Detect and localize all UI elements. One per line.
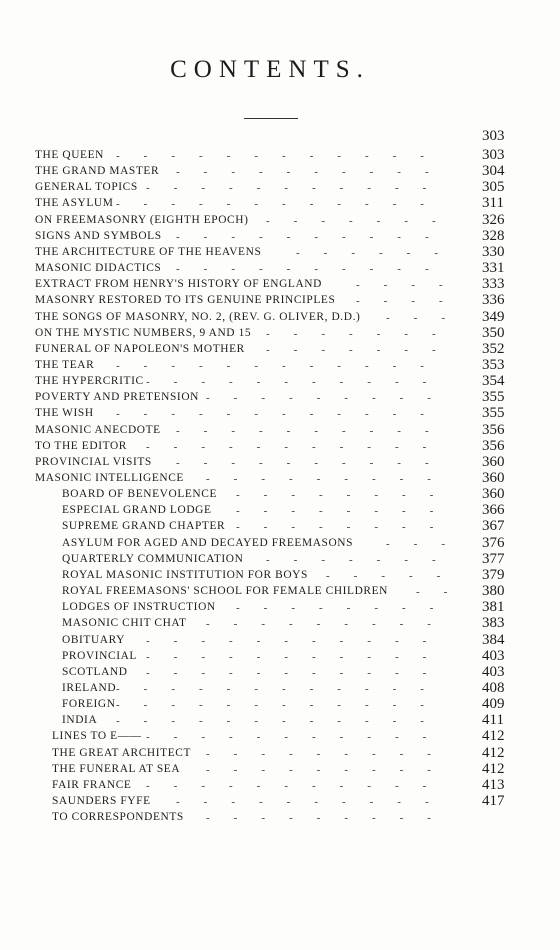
toc-entry xyxy=(0,615,560,631)
toc-entry xyxy=(0,599,560,615)
toc-entry-page: 330 xyxy=(482,243,505,260)
toc-entry-title: IRELAND xyxy=(62,681,117,694)
toc-entry-page: 413 xyxy=(482,776,505,793)
toc-entry xyxy=(0,422,560,438)
toc-entry xyxy=(0,518,560,534)
dot-leader: -- xyxy=(416,586,472,599)
dot-leader: ------- xyxy=(266,553,460,566)
toc-entry-page: 403 xyxy=(482,647,505,664)
toc-entry-page: 412 xyxy=(482,760,505,777)
dot-leader: ----------- xyxy=(146,666,451,679)
toc-entry-page: 353 xyxy=(482,356,505,373)
toc-entry xyxy=(0,761,560,777)
toc-entry-title: GENERAL TOPICS xyxy=(35,181,138,194)
toc-entry-title: SCOTLAND xyxy=(62,665,128,678)
toc-entry-page: 336 xyxy=(482,292,505,309)
dot-leader: ----------- xyxy=(146,182,451,195)
toc-entry-title: SUPREME GRAND CHAPTER xyxy=(62,520,226,533)
toc-entry-title: PROVINCIAL VISITS xyxy=(35,455,152,468)
toc-entry-page: 356 xyxy=(482,421,505,438)
toc-entry xyxy=(0,664,560,680)
toc-entry-page: 352 xyxy=(482,340,505,357)
dot-leader: ------------ xyxy=(116,699,448,712)
toc-entry-title: POVERTY AND PRETENSION xyxy=(35,391,199,404)
toc-entry-title: THE WISH xyxy=(35,407,94,420)
toc-entry xyxy=(0,179,560,195)
toc-entry-page: 384 xyxy=(482,631,505,648)
toc-entry-title: THE TEAR xyxy=(35,358,95,371)
toc-entry-title: TO THE EDITOR xyxy=(35,439,127,452)
toc-entry-page: 411 xyxy=(482,712,504,729)
toc-entry xyxy=(0,777,560,793)
toc-entry xyxy=(0,357,560,373)
toc-entry xyxy=(0,470,560,486)
toc-entry xyxy=(0,195,560,211)
toc-entry-title: BOARD OF BENEVOLENCE xyxy=(62,488,218,501)
dot-leader: --- xyxy=(386,311,469,324)
toc-entry-page: 356 xyxy=(482,437,505,454)
toc-entry xyxy=(0,309,560,325)
toc-entry-title: LODGES OF INSTRUCTION xyxy=(62,601,216,614)
toc-entry-page: 305 xyxy=(482,179,505,196)
dot-leader: --------- xyxy=(206,473,455,485)
toc-entry xyxy=(0,292,560,308)
toc-entry-title: MASONIC ANECDOTE xyxy=(35,423,161,436)
toc-entry-page: 403 xyxy=(482,663,505,680)
dot-leader: ----------- xyxy=(146,779,451,792)
toc-entry-page: 350 xyxy=(482,324,505,341)
dot-leader: ---------- xyxy=(176,230,453,243)
dot-leader: ------------ xyxy=(116,150,448,162)
dot-leader: -------- xyxy=(236,505,458,518)
toc-entry xyxy=(0,325,560,341)
toc-entry-page: 412 xyxy=(482,744,505,761)
toc-entry xyxy=(0,260,560,276)
toc-entry xyxy=(0,696,560,712)
toc-entry-page: 360 xyxy=(482,453,505,470)
dot-leader: ----- xyxy=(326,569,465,582)
dot-leader: ----------- xyxy=(146,376,451,389)
toc-entry-title: MASONIC DIDACTICS xyxy=(35,262,162,275)
toc-entry xyxy=(0,648,560,664)
dot-leader: --------- xyxy=(206,618,455,631)
toc-entry-title: MASONIC INTELLIGENCE xyxy=(35,472,184,484)
toc-entry-page: 360 xyxy=(482,486,505,503)
toc-entry-title: MASONRY RESTORED TO ITS GENUINE PRINCIPLES xyxy=(35,294,336,307)
toc-entry xyxy=(0,163,560,179)
dot-leader: -------- xyxy=(236,602,458,615)
dot-leader: ----------- xyxy=(146,440,451,453)
toc-entry xyxy=(0,809,560,825)
toc-entry-title: THE HYPERCRITIC xyxy=(35,375,144,388)
toc-entry-page: 376 xyxy=(482,534,505,551)
toc-entry-page: 326 xyxy=(482,211,505,228)
toc-entry xyxy=(0,244,560,260)
dot-leader: ------ xyxy=(296,246,462,259)
toc-entry-title: THE FUNERAL AT SEA xyxy=(52,762,181,775)
toc-entry xyxy=(0,389,560,405)
toc-entry-page: 366 xyxy=(482,502,505,519)
toc-entry-page: 355 xyxy=(482,405,505,422)
toc-entry-title: THE GREAT ARCHITECT xyxy=(52,746,192,759)
dot-leader: ------------ xyxy=(116,682,448,695)
toc-entry-page: 304 xyxy=(482,163,505,180)
toc-entry-title: ESPECIAL GRAND LODGE xyxy=(62,504,212,517)
dot-leader: ------------ xyxy=(116,198,448,211)
toc-entry-title: THE GRAND MASTER xyxy=(35,165,160,178)
toc-entry-title: THE SONGS OF MASONRY, NO. 2, (REV. G. OLIVER, D.D.) xyxy=(35,310,361,323)
dot-leader: ----------- xyxy=(146,634,451,647)
dot-leader: ---------- xyxy=(176,424,453,437)
dot-leader: ------------ xyxy=(116,359,448,372)
toc-entry xyxy=(0,341,560,357)
toc-entry xyxy=(0,502,560,518)
dot-leader: ------- xyxy=(266,343,460,356)
dot-leader: ----------- xyxy=(146,731,451,744)
toc-entry-page: 331 xyxy=(482,260,505,277)
toc-entry-title: INDIA xyxy=(62,714,98,727)
toc-entry-title: SIGNS AND SYMBOLS xyxy=(35,229,162,242)
page-title: CONTENTS. xyxy=(170,56,370,83)
dot-leader: ------------ xyxy=(116,715,448,728)
toc-entry-title: ROYAL FREEMASONS' SCHOOL FOR FEMALE CHILDREN xyxy=(62,585,389,598)
toc-entry-page: 377 xyxy=(482,550,505,567)
toc-entry-title: ON THE MYSTIC NUMBERS, 9 AND 15 xyxy=(35,326,252,339)
toc-entry-page: 303 xyxy=(482,147,505,163)
dot-leader: ---------- xyxy=(176,263,453,276)
toc-entry-title: QUARTERLY COMMUNICATION xyxy=(62,552,244,565)
dot-leader: --- xyxy=(386,537,469,550)
toc-entry-title: MASONIC CHIT CHAT xyxy=(62,617,187,630)
toc-entry xyxy=(0,486,560,502)
toc-entry-title: OBITUARY xyxy=(62,633,126,646)
toc-entry-page: 412 xyxy=(482,728,505,745)
toc-entry-page: 383 xyxy=(482,615,505,632)
toc-entry-title: FAIR FRANCE xyxy=(52,778,132,791)
toc-entry-title: PROVINCIAL xyxy=(62,649,137,662)
toc-entry xyxy=(0,745,560,761)
dot-leader: ------------ xyxy=(116,408,448,421)
toc-entry-page: 409 xyxy=(482,696,505,713)
dot-leader: ---------- xyxy=(176,796,453,808)
dot-leader: --------- xyxy=(206,747,455,760)
toc-entry-title: THE QUEEN xyxy=(35,149,104,161)
toc-entry xyxy=(0,454,560,470)
dot-leader: -------- xyxy=(236,521,458,534)
toc-entry xyxy=(0,632,560,648)
toc-entry-page: 408 xyxy=(482,679,505,696)
dot-leader: ---------- xyxy=(176,166,453,179)
toc-entry-title: FUNERAL OF NAPOLEON'S MOTHER xyxy=(35,342,245,355)
toc-entry-page: 417 xyxy=(482,793,505,809)
dot-leader: ----------- xyxy=(146,650,451,663)
toc-entry xyxy=(0,147,560,163)
dot-leader: ---------- xyxy=(176,456,453,469)
toc-entry-title: LINES TO E—— xyxy=(52,730,142,743)
dot-leader: ------- xyxy=(266,327,460,340)
toc-entry xyxy=(0,728,560,744)
toc-entry-page: 333 xyxy=(482,276,505,293)
toc-entry-title: ASYLUM FOR AGED AND DECAYED FREEMASONS xyxy=(62,536,354,549)
toc-entry-title: SAUNDERS FYFE xyxy=(52,795,151,807)
toc-entry-page: 349 xyxy=(482,308,505,325)
first-page-number: 303 xyxy=(482,128,505,144)
toc-entry xyxy=(0,551,560,567)
toc-entry xyxy=(0,680,560,696)
toc-entry-title: ON FREEMASONRY (EIGHTH EPOCH) xyxy=(35,213,249,226)
toc-entry xyxy=(0,712,560,728)
toc-entry xyxy=(0,276,560,292)
dot-leader: -------- xyxy=(236,489,458,502)
toc-entry xyxy=(0,567,560,583)
toc-entry-title: TO CORRESPONDENTS xyxy=(52,811,184,824)
dot-leader: ------- xyxy=(266,214,460,227)
toc-entry xyxy=(0,373,560,389)
toc-entry xyxy=(0,793,560,809)
toc-entry xyxy=(0,228,560,244)
dot-leader: --------- xyxy=(206,392,455,405)
dot-leader: --------- xyxy=(206,763,455,776)
toc-entry xyxy=(0,212,560,228)
toc-entry xyxy=(0,583,560,599)
toc-entry-page: 381 xyxy=(482,599,505,616)
toc-entry-page: 379 xyxy=(482,566,505,583)
toc-entry xyxy=(0,405,560,421)
dot-leader: --------- xyxy=(206,812,455,825)
toc-entry-page: 360 xyxy=(482,470,505,486)
toc-entry-page: 380 xyxy=(482,583,505,600)
toc-entry-title: ROYAL MASONIC INSTITUTION FOR BOYS xyxy=(62,568,308,581)
title-rule xyxy=(244,118,298,119)
toc-entry xyxy=(0,535,560,551)
toc-entry-title: EXTRACT FROM HENRY'S HISTORY OF ENGLAND xyxy=(35,278,322,291)
toc-entry-title: THE ARCHITECTURE OF THE HEAVENS xyxy=(35,245,262,258)
dot-leader: ---- xyxy=(356,295,467,308)
toc-entry-page: 311 xyxy=(482,195,504,212)
toc-entry-page: 328 xyxy=(482,227,505,244)
toc-entry-title: FOREIGN xyxy=(62,698,116,711)
toc-entry xyxy=(0,438,560,454)
toc-entry-page: 355 xyxy=(482,389,505,406)
toc-entry-page: 367 xyxy=(482,518,505,535)
toc-entry-page: 354 xyxy=(482,373,505,390)
dot-leader: ---- xyxy=(356,279,467,292)
toc-entry-title: THE ASYLUM xyxy=(35,197,114,210)
